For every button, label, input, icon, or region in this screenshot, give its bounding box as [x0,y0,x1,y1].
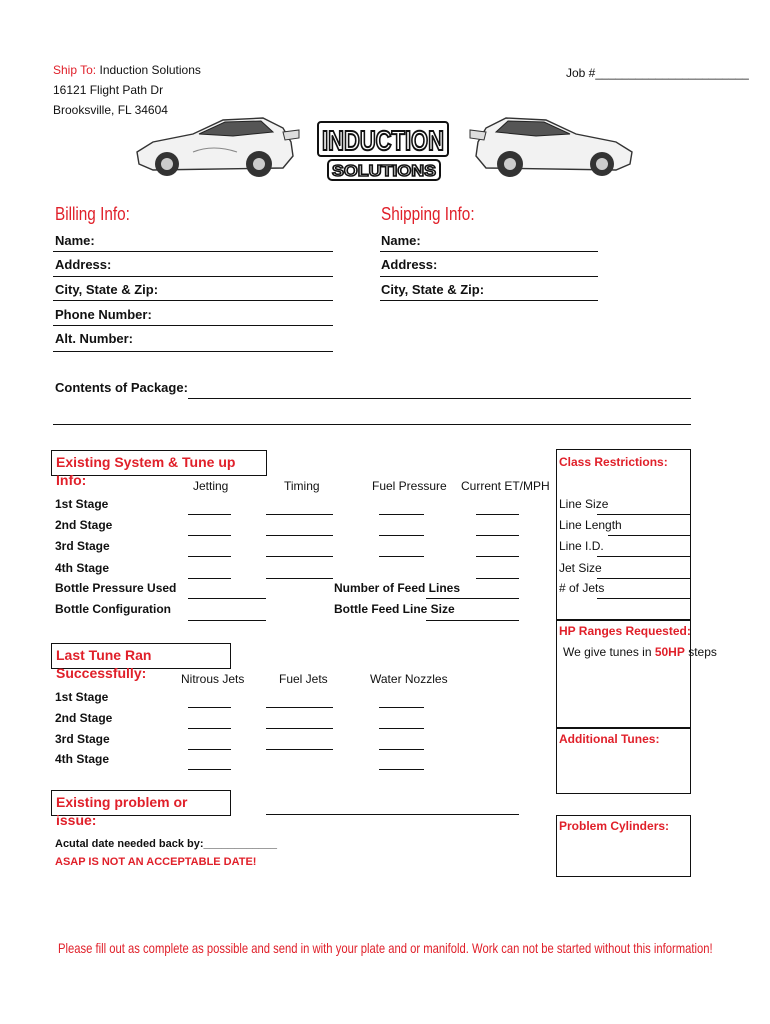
billing-alt-field[interactable] [53,351,333,352]
water-stage4-field[interactable] [379,769,424,770]
jetting-stage3-field[interactable] [188,556,231,557]
hp-note: We give tunes in 50HP steps [563,645,717,659]
fuel-jets-stage2-field[interactable] [266,728,333,729]
billing-alt-label: Alt. Number: [55,331,133,346]
last-stage2-label: 2nd Stage [55,711,113,725]
line-length-label: Line Length [559,518,622,532]
stage4-label: 4th Stage [55,561,110,575]
last-stage1-label: 1st Stage [55,690,109,704]
existing-problem-field[interactable] [266,814,519,815]
line-id-label: Line I.D. [559,539,604,553]
shipping-name-field[interactable] [380,251,598,252]
feed-line-size-label: Bottle Feed Line Size [334,602,455,616]
fuel-pressure-stage2-field[interactable] [379,535,424,536]
fuel-pressure-stage3-field[interactable] [379,556,424,557]
additional-tunes-label: Additional Tunes: [559,732,660,746]
col-timing: Timing [284,479,320,493]
contents-label: Contents of Package: [55,380,188,395]
billing-phone-field[interactable] [53,325,333,326]
jet-size-field[interactable] [597,578,691,579]
billing-address-label: Address: [55,257,112,272]
col-water-nozzles: Water Nozzles [370,672,448,686]
svg-text:INDUCTION: INDUCTION [322,125,444,156]
problem-cylinders-label: Problem Cylinders: [559,819,670,833]
jetting-stage2-field[interactable] [188,535,231,536]
asap-warning: ASAP IS NOT AN ACCEPTABLE DATE! [55,856,257,868]
shipping-title: Shipping Info: [381,204,475,224]
billing-name-field[interactable] [53,251,333,252]
fuel-jets-stage1-field[interactable] [266,707,333,708]
ship-to-label: Ship To: [53,63,97,77]
bottle-config-field[interactable] [188,620,266,621]
jetting-stage1-field[interactable] [188,514,231,515]
last-stage3-label: 3rd Stage [55,732,110,746]
timing-stage4-field[interactable] [266,578,333,579]
hp-step-value: 50HP [654,645,685,659]
col-et-mph: Current ET/MPH [461,479,550,493]
et-stage1-field[interactable] [476,514,519,515]
svg-text:SOLUTIONS: SOLUTIONS [332,163,437,180]
race-car-right-image [468,112,636,184]
billing-title: Billing Info: [55,204,130,224]
et-stage3-field[interactable] [476,556,519,557]
feed-lines-field[interactable] [426,598,519,599]
fuel-jets-stage3-field[interactable] [266,749,333,750]
feed-line-size-field[interactable] [426,620,519,621]
line-length-field[interactable] [608,535,691,536]
nitrous-stage2-field[interactable] [188,728,231,729]
shipping-city-field[interactable] [380,300,598,301]
existing-problem-title: Existing problem or issue: [51,790,231,816]
line-size-label: Line Size [559,497,609,511]
et-stage4-field[interactable] [476,578,519,579]
hp-ranges-label: HP Ranges Requested: [559,624,691,638]
feed-lines-label: Number of Feed Lines [334,581,461,595]
contents-field-line2[interactable] [53,424,691,425]
timing-stage2-field[interactable] [266,535,333,536]
num-jets-field[interactable] [597,598,691,599]
date-needed-label[interactable]: Acutal date needed back by:____________ [55,838,277,850]
ship-to [53,63,201,77]
last-stage4-label: 4th Stage [55,752,110,766]
ship-to-name: Induction Solutions [99,63,201,77]
line-size-field[interactable] [597,514,691,515]
jetting-stage4-field[interactable] [188,578,231,579]
stage3-label: 3rd Stage [55,539,110,553]
contents-field-line1[interactable] [188,398,691,399]
billing-city-field[interactable] [53,300,333,301]
water-stage3-field[interactable] [379,749,424,750]
bottle-pressure-field[interactable] [188,598,266,599]
water-stage1-field[interactable] [379,707,424,708]
jet-size-label: Jet Size [559,561,602,575]
existing-system-title: Existing System & Tune up Info: [51,450,267,476]
shipping-name-label: Name: [381,233,421,248]
timing-stage3-field[interactable] [266,556,333,557]
billing-city-label: City, State & Zip: [55,282,159,297]
footer-instructions: Please fill out as complete as possible and send in with your plate and or manifold. Work can not be started without this information! [58,940,713,956]
fuel-pressure-stage1-field[interactable] [379,514,424,515]
billing-name-label: Name: [55,233,95,248]
stage1-label: 1st Stage [55,497,109,511]
nitrous-stage1-field[interactable] [188,707,231,708]
col-nitrous-jets: Nitrous Jets [181,672,245,686]
billing-phone-label: Phone Number: [55,307,152,322]
address-line2: Brooksville, FL 34604 [53,103,168,117]
line-id-field[interactable] [597,556,691,557]
water-stage2-field[interactable] [379,728,424,729]
bottle-pressure-label: Bottle Pressure Used [55,581,177,595]
timing-stage1-field[interactable] [266,514,333,515]
billing-address-field[interactable] [53,276,333,277]
shipping-address-field[interactable] [380,276,598,277]
job-number: Job #_______________________ [566,66,749,80]
col-fuel-jets: Fuel Jets [279,672,328,686]
shipping-address-label: Address: [381,257,438,272]
induction-solutions-logo [316,118,450,184]
last-tune-title: Last Tune Ran Successfully: [51,643,231,669]
race-car-left-image [133,112,301,184]
class-restrictions-label: Class Restrictions: [559,455,668,469]
num-jets-label: # of Jets [559,581,605,595]
col-fuel-pressure: Fuel Pressure [372,479,447,493]
bottle-config-label: Bottle Configuration [55,602,171,616]
stage2-label: 2nd Stage [55,518,113,532]
nitrous-stage4-field[interactable] [188,769,231,770]
col-jetting: Jetting [193,479,229,493]
nitrous-stage3-field[interactable] [188,749,231,750]
shipping-city-label: City, State & Zip: [381,282,485,297]
address-line1: 16121 Flight Path Dr [53,83,164,97]
et-stage2-field[interactable] [476,535,519,536]
